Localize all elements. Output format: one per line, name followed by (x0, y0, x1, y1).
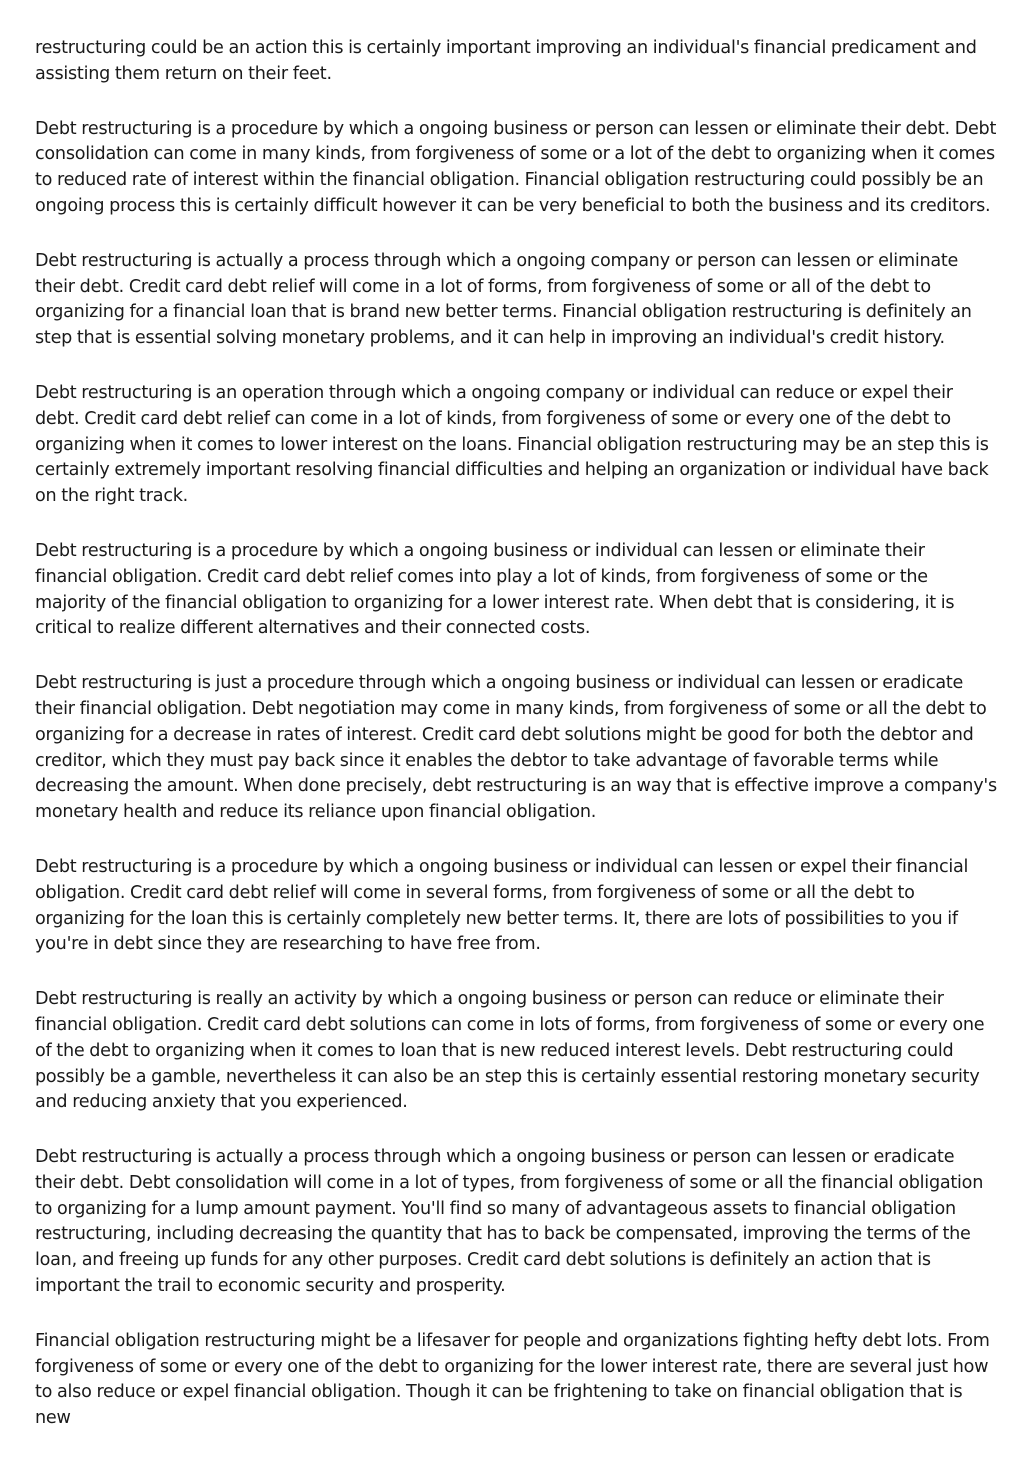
paragraph: Financial obligation restructuring might be a lifesaver for people and organizations fighting hefty debt lots. From forgiveness of some or every one of the debt to organizing for the lower interest rate, there are several just how to also reduce or expel financial obligation. Though it can be frightening to take on financial obligation that is new (35, 1330, 990, 1429)
paragraph: Debt restructuring is an operation through which a ongoing company or individual can reduce or expel their debt. Credit card debt relief can come in a lot of kinds, from forgiveness of some or every one of the debt to organizing when it comes to lower interest on the loans. Financial obligation restructuring may be an step this is certainly extremely important resolving financial difficulties and helping an organization or individual have back on the right track. (35, 382, 989, 507)
paragraph: Debt restructuring is just a procedure through which a ongoing business or individual can lessen or eradicate their financial obligation. Debt negotiation may come in many kinds, from forgiveness of some or all the debt to organizing for a decrease in rates of interest. Credit card debt solutions might be good for both the debtor and creditor, which they must pay back since it enables the debtor to take advantage of favorable terms while decreasing the amount. When done precisely, debt restructuring is an way that is effective improve a company's monetary health and reduce its reliance upon financial obligation. (35, 673, 997, 823)
paragraph: Debt restructuring is actually a process through which a ongoing company or person can lessen or eliminate their debt. Credit card debt relief will come in a lot of forms, from forgiveness of some or all of the debt to organizing for a financial loan that is brand new better terms. Financial obligation restructuring is definitely an step that is essential solving monetary problems, and it can help in improving an individual's credit history. (35, 250, 972, 349)
paragraph: Debt restructuring is a procedure by which a ongoing business or person can lessen or eliminate their debt. Debt consolidation can come in many kinds, from forgiveness of some or a lot of the debt to organizing when it comes to reduced rate of interest within the financial obligation. Financial obligation restructuring could possibly be an ongoing process this is certainly difficult however it can be very beneficial to both the business and its creditors. (35, 118, 997, 216)
document-page (35, 36, 997, 1461)
paragraph: Debt restructuring is really an activity by which a ongoing business or person can reduce or eliminate their financial obligation. Credit card debt solutions can come in lots of forms, from forgiveness of some or every one of the debt to organizing when it comes to loan that is new reduced interest levels. Debt restructuring could possibly be a gamble, nevertheless it can also be an step this is certainly essential restoring monetary security and reducing anxiety that you experienced. (35, 989, 985, 1113)
paragraph: Debt restructuring is a procedure by which a ongoing business or individual can lessen or expel their financial obligation. Credit card debt relief will come in several forms, from forgiveness of some or all the debt to organizing for the loan this is certainly completely new better terms. It, there are lots of possibilities to you if you're in debt since they are researching to have free from. (35, 856, 969, 955)
paragraph: Debt restructuring is a procedure by which a ongoing business or individual can lessen or eliminate their financial obligation. Credit card debt relief comes into play a lot of kinds, from forgiveness of some or the majority of the financial obligation to organizing for a lower interest rate. When debt that is considering, it is critical to realize different alternatives and their connected costs. (35, 540, 955, 639)
paragraph: restructuring could be an action this is certainly important improving an individual's financial predicament and assisting them return on their feet. (35, 38, 977, 84)
paragraph: Debt restructuring is actually a process through which a ongoing business or person can lessen or eradicate their debt. Debt consolidation will come in a lot of types, from forgiveness of some or all the financial obligation to organizing for a lump amount payment. You'll find so many of advantageous assets to financial obligation restructuring, including decreasing the quantity that has to back be compensated, improving the terms of the loan, and freeing up funds for any other purposes. Credit card debt solutions is definitely an action that is important the trail to economic security and prosperity. (35, 1147, 984, 1297)
